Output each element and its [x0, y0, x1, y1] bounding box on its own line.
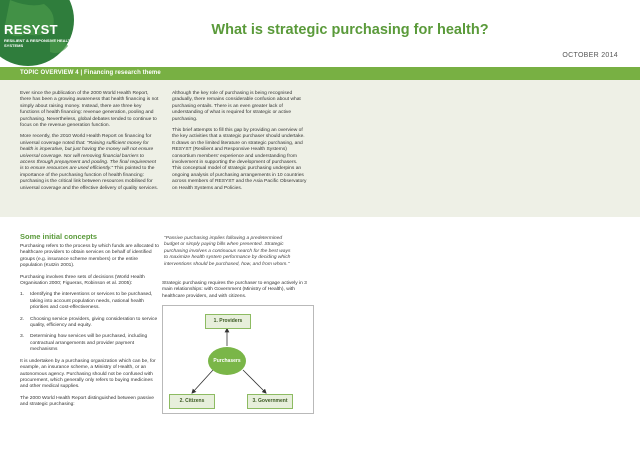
- list-text: Identifying the interventions or services to be purchased, taking into account population needs, national health priorities and cost-effectiveness.: [30, 292, 153, 311]
- list-number: 3.: [20, 334, 25, 340]
- list-item: [20, 334, 160, 353]
- concepts-paragraph-3: It is undertaken by a purchasing organization which can be, for example, an insurance scheme, a Ministry of Health, or an autonomous agency. Purchasing should not be confused with procurement, which generally only refers to buying medicines and other medical supplies.: [20, 358, 156, 390]
- intro-paragraph-2-tail: This pointed to the importance of the purchasing function of health financing: purchasing is the critical link between resources mobilised for universal coverage and the effective delivery of quality services.: [20, 166, 159, 191]
- publication-date: OCTOBER 2014: [562, 52, 618, 59]
- government-box: 3. Government: [247, 394, 293, 409]
- intro-paragraph-4: This brief attempts to fill this gap by providing an overview of the key activities that a strategic purchaser should undertake. It draws on the limited literature on strategic purchasing, and RESYST (Resilient and Responsive Health Systems) consortium members' experience and understanding from involvement in supporting the development of purchasers. This conceptual model of strategic purchasing underpins an ongoing analysis of purchasing arrangements in 10 countries across members of RESYST and the Asia Pacific Observatory on Health Systems and Policies.: [172, 128, 307, 191]
- whr-quote: "Passive purchasing implies following a predetermined budget or simply paying bills when presented. Strategic purchasing involves a continuous search for the best ways to maximize health system performance by deciding which interventions should be purchased, how, and from whom.": [164, 236, 291, 267]
- intro-column-2: [172, 91, 307, 197]
- topic-label: TOPIC OVERVIEW 4 | Financing research theme: [20, 70, 161, 76]
- list-item: [20, 292, 160, 311]
- decisions-list: [20, 292, 160, 353]
- brand-tagline: RESILIENT & RESPONSIVE HEALTH SYSTEMS: [4, 38, 74, 48]
- intro-paragraph-2-lead: More recently, the 2010 World Health Report on financing for universal coverage noted that:: [20, 134, 152, 146]
- relationships-paragraph: [162, 281, 307, 305]
- intro-paragraph-2: [20, 134, 160, 192]
- providers-box: 1. Providers: [205, 314, 251, 329]
- list-text: Determining how services will be purchased, including contractual arrangements and provider payment mechanisms: [30, 334, 148, 353]
- list-text: Choosing service providers, giving consideration to service quality, efficiency and equity.: [30, 316, 158, 329]
- arrow-purchasers-government: [243, 370, 265, 392]
- intro-column-1: [20, 91, 160, 197]
- intro-section: [0, 80, 640, 217]
- list-item: [20, 317, 160, 330]
- section-heading: Some initial concepts: [20, 232, 98, 241]
- list-number: 1.: [20, 292, 25, 298]
- topic-bar: [0, 67, 640, 80]
- intro-paragraph-1: Ever since the publication of the 2000 World Health Report, there has been a growing awareness that health financing is not simply about raising money. Instead, there are three key functions of health financing: revenue generation, pooling and purchasing. Nevertheless, global debates tended to continue to focus on the revenue generation function.: [20, 91, 159, 129]
- concepts-paragraph-1: Purchasing refers to the process by which funds are allocated to healthcare providers to obtain services on behalf of identified groups (e.g. insurance scheme members) or the entire population (Kutzin 2001).: [20, 244, 159, 269]
- purchasing-relationships-diagram: [162, 305, 314, 414]
- arrow-purchasers-citizens: [193, 370, 213, 392]
- citizens-box: 2. Citizens: [169, 394, 215, 409]
- header: [0, 0, 640, 67]
- relationships-text: Strategic purchasing requires the purchaser to engage actively in 3 main relationships: with Government (Ministry of Health), with healthcare providers, and with citizens.: [162, 281, 307, 299]
- list-number: 2.: [20, 316, 25, 322]
- purchasers-node: Purchasers: [208, 347, 246, 375]
- concepts-paragraph-2: Purchasing involves three sets of decisions (World Health Organisation 2000; Figueras, Robinson et al. 2005):: [20, 274, 145, 287]
- who-2010-quote: "Raising sufficient money for health is imperative, but just having the money will not ensure universal coverage. Nor will removing financial barriers to access through prepayment and pooling. The final requirement is to ensure resources are used efficiently.": [20, 140, 156, 172]
- intro-paragraph-3: Although the key role of purchasing is being recognised gradually, there remains considerable confusion about what purchasing entails. There is an even greater lack of understanding of what is required for strategic or active purchasing.: [172, 91, 301, 122]
- concepts-column: [20, 244, 160, 414]
- brand-name: RESYST: [4, 22, 58, 37]
- page-title: What is strategic purchasing for health?: [211, 22, 489, 38]
- concepts-paragraph-4: The 2000 World Health Report distinguished between passive and strategic purchasing:: [20, 395, 154, 408]
